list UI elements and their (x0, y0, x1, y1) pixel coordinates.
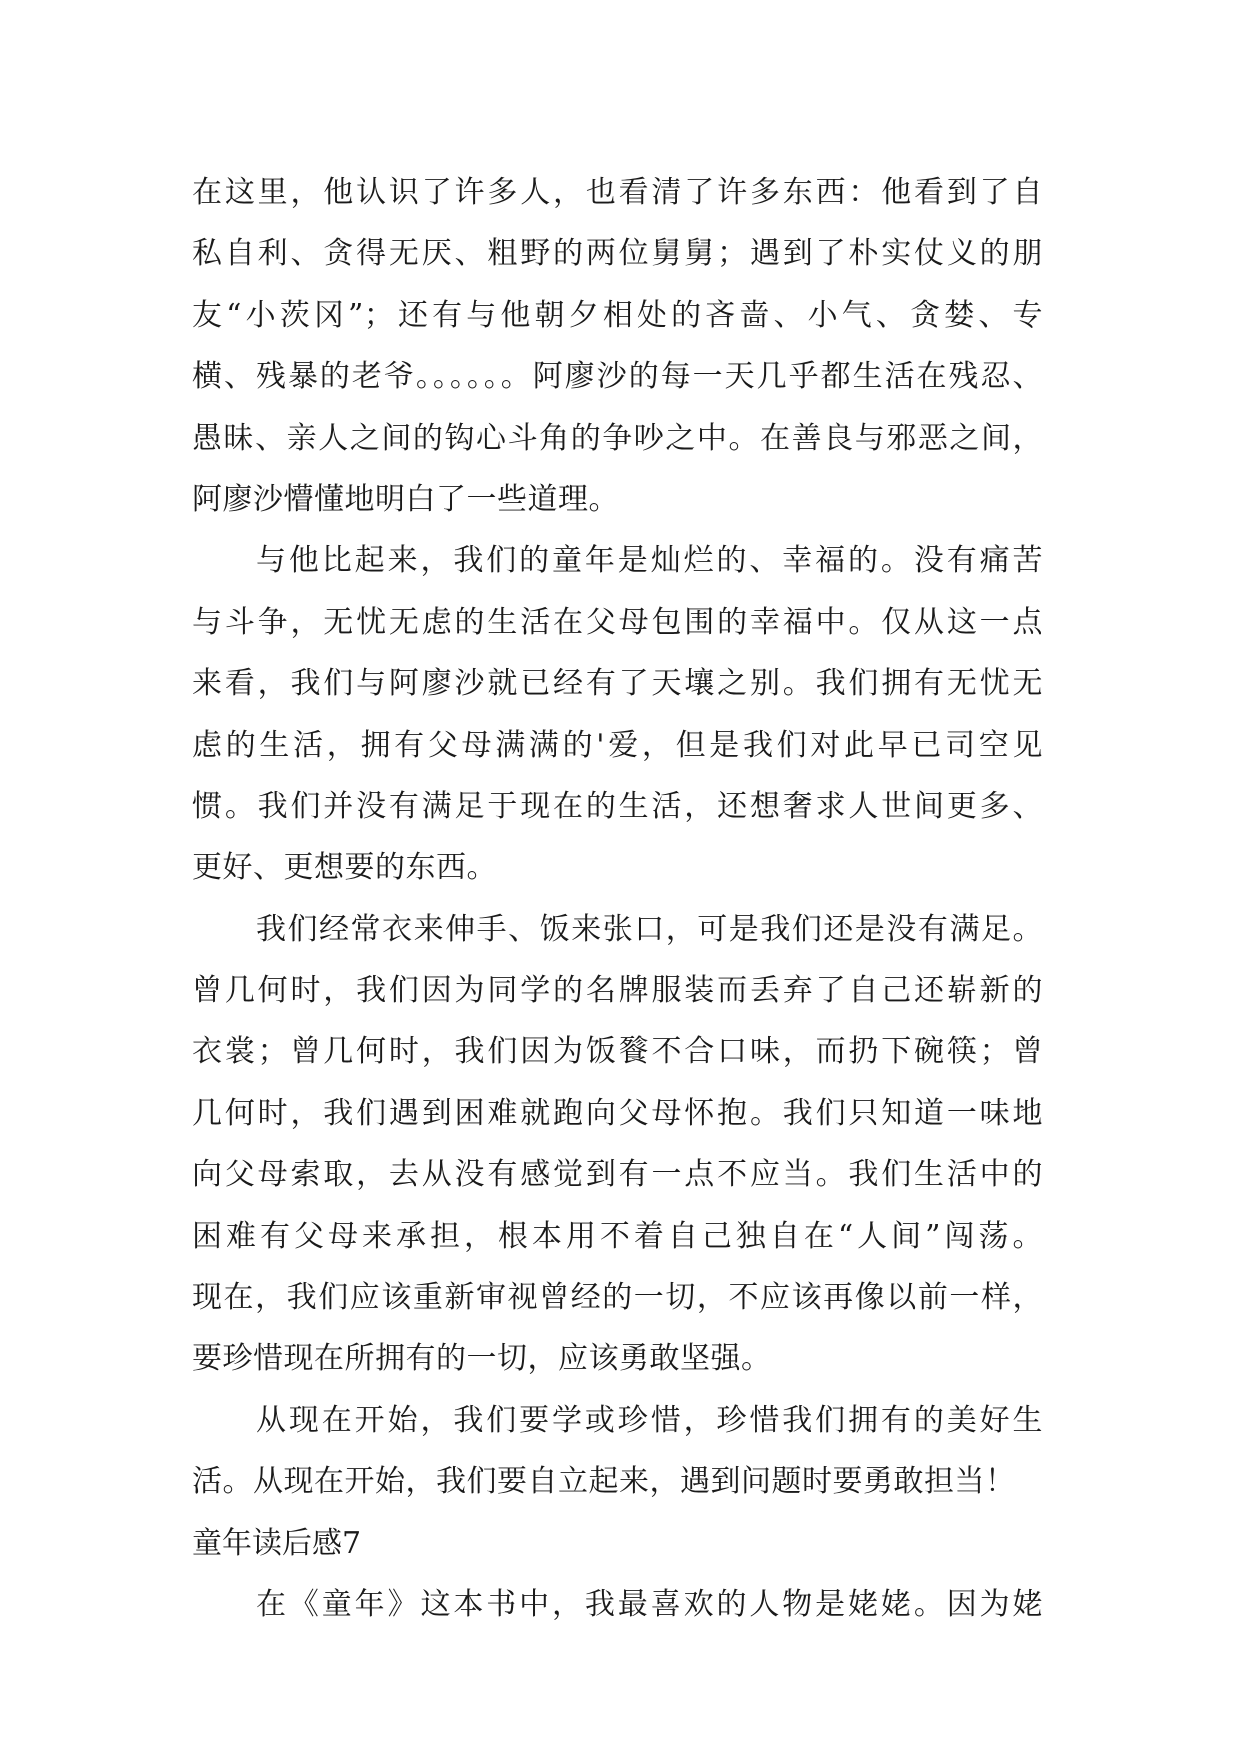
text-line: 活。从现在开始，我们要自立起来，遇到问题时要勇敢担当！ (192, 1464, 1016, 1500)
text-line: 友“小茨冈”；还有与他朝夕相处的吝啬、小气、贪婪、专 (192, 297, 1043, 333)
text-line: 与斗争，无忧无虑的生活在父母包围的幸福中。仅从这一点 (192, 604, 1043, 640)
text-line: 困难有父母来承担，根本用不着自己独自在“人间”闯荡。 (192, 1218, 1043, 1254)
text-line: 与他比起来，我们的童年是灿烂的、幸福的。没有痛苦 (256, 543, 1043, 579)
text-line: 惯。我们并没有满足于现在的生活，还想奢求人世间更多、 (192, 788, 1043, 824)
text-line: 私自利、贪得无厌、粗野的两位舅舅；遇到了朴实仗义的朋 (192, 236, 1043, 272)
text-line: 现在，我们应该重新审视曾经的一切，不应该再像以前一样， (192, 1280, 1043, 1316)
text-line: 愚昧、亲人之间的钩心斗角的争吵之中。在善良与邪恶之间， (192, 420, 1043, 456)
paragraph-3 (192, 899, 1043, 1390)
text-line: 来看，我们与阿廖沙就已经有了天壤之别。我们拥有无忧无 (192, 666, 1043, 702)
text-line: 向父母索取，去从没有感觉到有一点不应当。我们生活中的 (192, 1157, 1043, 1193)
text-line: 曾几何时，我们因为同学的名牌服装而丢弃了自己还崭新的 (192, 973, 1043, 1009)
text-line: 几何时，我们遇到困难就跑向父母怀抱。我们只知道一味地 (192, 1095, 1043, 1131)
text-line: 在这里，他认识了许多人，也看清了许多东西：他看到了自 (192, 175, 1043, 210)
paragraph-4 (192, 1390, 1043, 1513)
section-heading: 童年读后感7 (192, 1525, 362, 1561)
text-line: 横、残暴的老爷。。。。。。阿廖沙的每一天几乎都生活在残忍、 (192, 359, 1043, 395)
text-line: 要珍惜现在所拥有的一切，应该勇敢坚强。 (192, 1341, 772, 1377)
text-line: 从现在开始，我们要学或珍惜，珍惜我们拥有的美好生 (256, 1402, 1043, 1438)
paragraph-2 (192, 530, 1043, 898)
paragraph-1 (192, 162, 1043, 530)
text-line: 更好、更想要的东西。 (192, 850, 497, 886)
paragraph-5 (192, 1574, 1043, 1635)
text-line: 虑的生活，拥有父母满满的'爱，但是我们对此早已司空见 (192, 727, 1043, 763)
document-body (192, 162, 1043, 1635)
text-line: 衣裳；曾几何时，我们因为饭餮不合口味，而扔下碗筷；曾 (192, 1034, 1043, 1070)
text-line: 在《童年》这本书中，我最喜欢的人物是姥姥。因为姥 (256, 1586, 1043, 1622)
text-line: 阿廖沙懵懂地明白了一些道理。 (192, 481, 619, 517)
text-line: 我们经常衣来伸手、饭来张口，可是我们还是没有满足。 (256, 911, 1043, 947)
